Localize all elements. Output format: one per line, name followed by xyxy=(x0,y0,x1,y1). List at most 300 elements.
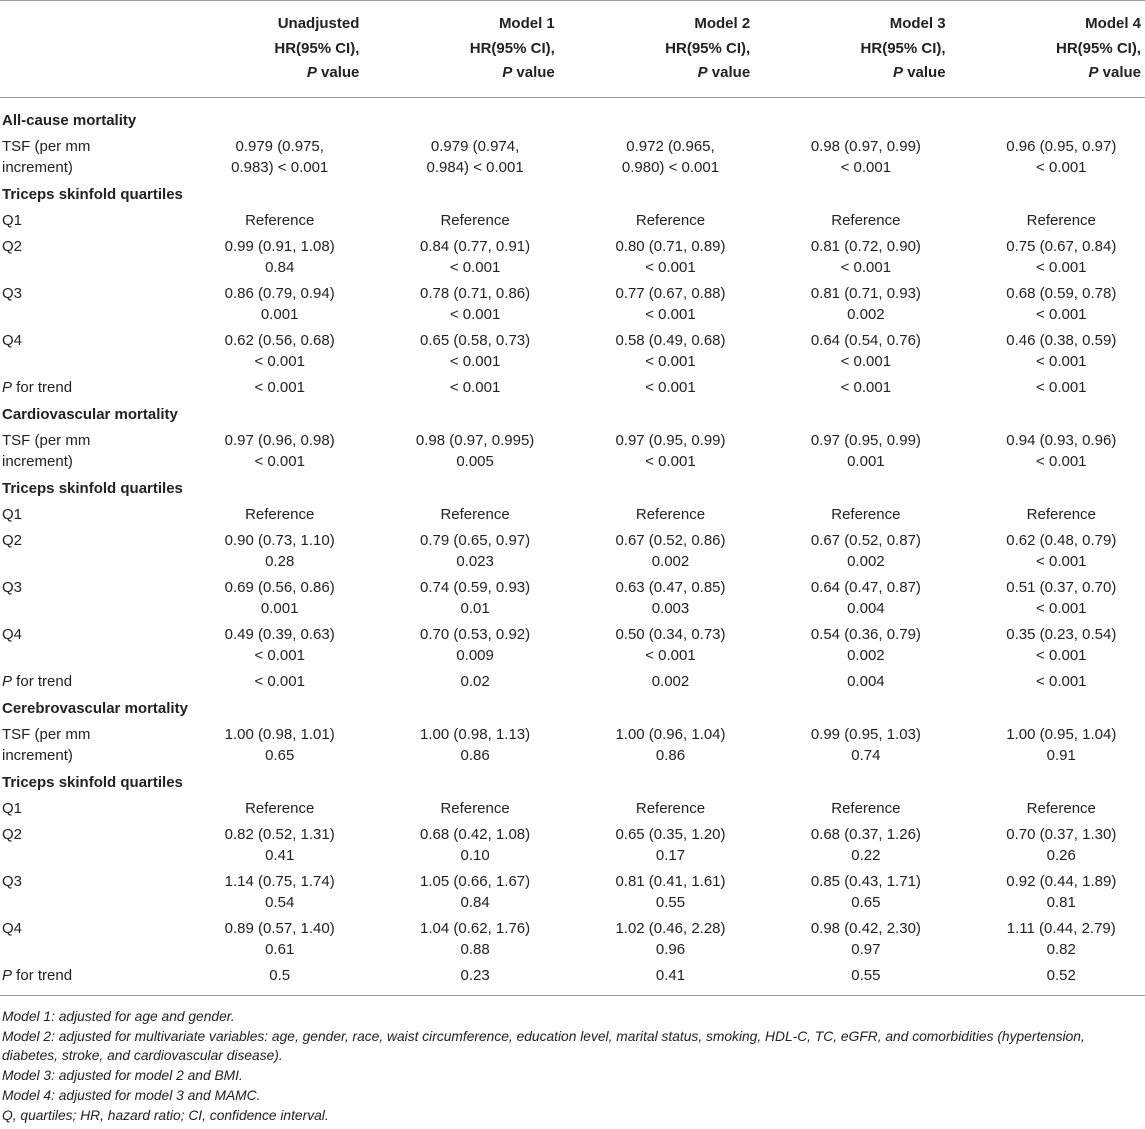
row-label xyxy=(0,328,168,375)
cell-line: < 0.001 xyxy=(645,306,696,323)
cell-line: 0.22 xyxy=(851,847,881,864)
table-row xyxy=(0,622,1145,669)
section-row xyxy=(0,475,1145,502)
table-row xyxy=(0,428,1145,475)
table-cell xyxy=(950,528,1145,575)
cell-line: Reference xyxy=(245,212,315,229)
cell-line: Reference xyxy=(831,506,901,523)
cell-line: 0.35 (0.23, 0.54) xyxy=(1006,626,1117,643)
cell-line: 0.77 (0.67, 0.88) xyxy=(615,285,726,302)
column-metric-label: HR(95% CI), xyxy=(860,39,946,57)
row-label-line: Q2 xyxy=(2,826,23,843)
column-metric-label: HR(95% CI), xyxy=(1055,39,1141,57)
cell-line: 0.97 (0.95, 0.99) xyxy=(810,432,921,449)
table-cell xyxy=(363,528,558,575)
row-label xyxy=(0,528,168,575)
row-label xyxy=(0,281,168,328)
row-label-line: TSF (per mm xyxy=(2,138,91,155)
row-label-line: Q1 xyxy=(2,506,23,523)
column-header xyxy=(950,1,1145,98)
cell-line: < 0.001 xyxy=(840,353,892,370)
section-row xyxy=(0,695,1145,722)
cell-line: 0.005 xyxy=(456,453,494,470)
column-metric-label: HR(95% CI), xyxy=(469,39,555,57)
column-pvalue-rest: value xyxy=(707,64,751,81)
cell-line: 0.78 (0.71, 0.86) xyxy=(420,285,531,302)
table-footnotes xyxy=(0,996,1145,1125)
table-row xyxy=(0,375,1145,401)
table-cell xyxy=(363,916,558,963)
cell-line: 0.74 xyxy=(851,747,881,764)
column-pvalue-italic: P xyxy=(1088,64,1099,81)
cell-line: 0.99 (0.91, 1.08) xyxy=(224,238,335,255)
cell-line: 0.98 (0.42, 2.30) xyxy=(810,920,921,937)
table-cell xyxy=(950,328,1145,375)
cell-line: 0.69 (0.56, 0.86) xyxy=(224,579,335,596)
cell-line: 0.68 (0.37, 1.26) xyxy=(810,826,921,843)
table-row xyxy=(0,502,1145,528)
cell-line: 0.81 (0.41, 1.61) xyxy=(615,873,726,890)
table-cell xyxy=(168,575,363,622)
row-label-rest: for trend xyxy=(12,673,73,690)
cell-line: 0.92 (0.44, 1.89) xyxy=(1006,873,1117,890)
cell-line: Reference xyxy=(635,506,706,523)
section-label: Cerebrovascular mortality xyxy=(2,699,188,717)
table-cell xyxy=(754,869,949,916)
table-cell xyxy=(559,916,754,963)
cell-line: 0.972 (0.965, xyxy=(626,138,715,155)
table-cell xyxy=(754,669,949,695)
table-cell xyxy=(168,822,363,869)
cell-line: < 0.001 xyxy=(1036,453,1087,470)
table-row xyxy=(0,575,1145,622)
table-cell xyxy=(754,375,949,401)
cell-line: 0.23 xyxy=(460,967,490,984)
cell-line: 0.54 (0.36, 0.79) xyxy=(810,626,921,643)
table-cell xyxy=(754,428,949,475)
row-label-italic: P xyxy=(2,967,13,984)
table-row xyxy=(0,134,1145,181)
cell-line: 1.02 (0.46, 2.28) xyxy=(615,920,726,937)
table-cell xyxy=(168,869,363,916)
cell-line: Reference xyxy=(245,506,315,523)
table-body xyxy=(0,97,1145,996)
header-row xyxy=(0,1,1145,98)
row-label xyxy=(0,963,168,996)
table-cell xyxy=(950,208,1145,234)
column-pvalue-rest: value xyxy=(1098,64,1141,81)
table-row xyxy=(0,281,1145,328)
row-label-line: Q2 xyxy=(2,238,23,255)
cell-line: < 0.001 xyxy=(449,353,501,370)
cell-line: 0.980) < 0.001 xyxy=(621,159,720,176)
cell-line: 0.85 (0.43, 1.71) xyxy=(810,873,921,890)
cell-line: 0.55 xyxy=(851,967,881,984)
cell-line: 0.65 xyxy=(265,747,295,764)
cell-line: 0.62 (0.56, 0.68) xyxy=(224,332,335,349)
cell-line: < 0.001 xyxy=(1036,306,1087,323)
cell-line: 0.80 (0.71, 0.89) xyxy=(615,238,726,255)
cell-line: 1.11 (0.44, 2.79) xyxy=(1006,920,1116,937)
cell-line: < 0.001 xyxy=(449,259,501,276)
cell-line: 0.97 xyxy=(851,941,881,958)
column-model-label: Model 2 xyxy=(694,15,751,32)
section-row xyxy=(0,97,1145,134)
table-cell xyxy=(363,234,558,281)
cell-line: Reference xyxy=(635,212,706,229)
cell-line: 0.63 (0.47, 0.85) xyxy=(615,579,726,596)
table-cell xyxy=(950,963,1145,996)
column-pvalue-label xyxy=(559,61,750,86)
cell-line: < 0.001 xyxy=(840,379,892,396)
column-header xyxy=(754,1,949,98)
table-cell xyxy=(754,963,949,996)
column-model-label: Model 1 xyxy=(498,15,555,32)
cell-line: 0.98 (0.97, 0.99) xyxy=(810,138,921,155)
column-pvalue-italic: P xyxy=(502,64,513,81)
row-label-line: increment) xyxy=(2,159,73,176)
cell-line: < 0.001 xyxy=(254,647,305,664)
cell-line: 0.52 xyxy=(1046,967,1076,984)
table-cell xyxy=(559,869,754,916)
row-label-italic: P xyxy=(2,673,13,690)
cell-line: 0.81 xyxy=(1046,894,1076,911)
cell-line: 1.00 (0.98, 1.01) xyxy=(224,726,335,743)
cell-line: 1.00 (0.98, 1.13) xyxy=(420,726,531,743)
section-label: All-cause mortality xyxy=(2,111,137,129)
cell-line: 0.81 (0.72, 0.90) xyxy=(810,238,921,255)
table-cell xyxy=(363,134,558,181)
cell-line: 0.68 (0.59, 0.78) xyxy=(1006,285,1117,302)
row-label xyxy=(0,375,168,401)
cell-line: < 0.001 xyxy=(645,353,696,370)
cell-line: < 0.001 xyxy=(254,453,305,470)
table-cell xyxy=(754,134,949,181)
cell-line: 0.91 xyxy=(1046,747,1076,764)
table-row xyxy=(0,208,1145,234)
cell-line: < 0.001 xyxy=(449,306,501,323)
row-label xyxy=(0,722,168,769)
cell-line: 0.96 (0.95, 0.97) xyxy=(1006,138,1117,155)
table-cell xyxy=(950,502,1145,528)
cell-line: < 0.001 xyxy=(449,379,501,396)
table-cell xyxy=(950,428,1145,475)
cell-line: 1.00 (0.95, 1.04) xyxy=(1006,726,1117,743)
cell-line: 0.96 xyxy=(655,941,686,958)
cell-line: 0.94 (0.93, 0.96) xyxy=(1006,432,1117,449)
cell-line: 0.79 (0.65, 0.97) xyxy=(420,532,531,549)
row-label-line: increment) xyxy=(2,453,73,470)
table-cell xyxy=(559,328,754,375)
table-cell xyxy=(168,963,363,996)
cell-line: 0.89 (0.57, 1.40) xyxy=(224,920,335,937)
table-cell xyxy=(559,234,754,281)
table-cell xyxy=(168,234,363,281)
cell-line: Reference xyxy=(1026,212,1096,229)
table-cell xyxy=(363,796,558,822)
cell-line: < 0.001 xyxy=(254,673,305,690)
cell-line: 0.84 xyxy=(460,894,490,911)
cell-line: 0.10 xyxy=(460,847,490,864)
table-cell xyxy=(559,281,754,328)
cell-line: 0.64 (0.47, 0.87) xyxy=(810,579,921,596)
row-label-line: Q4 xyxy=(2,920,23,937)
column-pvalue-italic: P xyxy=(893,64,904,81)
cell-line: 0.58 (0.49, 0.68) xyxy=(615,332,726,349)
table-cell xyxy=(363,869,558,916)
cell-line: 0.004 xyxy=(847,600,885,617)
table-cell xyxy=(559,796,754,822)
table-cell xyxy=(168,916,363,963)
table-row xyxy=(0,916,1145,963)
cell-line: 1.04 (0.62, 1.76) xyxy=(420,920,531,937)
table-cell xyxy=(559,528,754,575)
table-cell xyxy=(754,796,949,822)
cell-line: 0.82 xyxy=(1046,941,1076,958)
row-label xyxy=(0,234,168,281)
footnote: Model 1: adjusted for age and gender. xyxy=(2,1009,235,1024)
column-pvalue-rest: value xyxy=(903,64,946,81)
cell-line: 0.67 (0.52, 0.86) xyxy=(615,532,726,549)
table-cell xyxy=(168,528,363,575)
section-label: Cardiovascular mortality xyxy=(2,405,178,423)
table-cell xyxy=(559,622,754,669)
table-row xyxy=(0,722,1145,769)
row-label-line: Q4 xyxy=(2,626,23,643)
cell-line: < 0.001 xyxy=(1036,379,1087,396)
cell-line: 0.001 xyxy=(260,306,299,323)
cell-line: 0.983) < 0.001 xyxy=(231,159,329,176)
cell-line: 0.41 xyxy=(265,847,295,864)
table-cell xyxy=(363,375,558,401)
table-cell xyxy=(168,428,363,475)
table-cell xyxy=(950,134,1145,181)
cell-line: 0.003 xyxy=(651,600,690,617)
row-label-line: Q2 xyxy=(2,532,23,549)
table-cell xyxy=(168,669,363,695)
table-row xyxy=(0,869,1145,916)
table-cell xyxy=(950,722,1145,769)
cell-line: 0.979 (0.975, xyxy=(235,138,324,155)
table-cell xyxy=(754,622,949,669)
table-cell xyxy=(168,722,363,769)
row-label xyxy=(0,869,168,916)
footnote: Q, quartiles; HR, hazard ratio; CI, confidence interval. xyxy=(2,1107,329,1123)
table-cell xyxy=(950,822,1145,869)
cell-line: 0.82 (0.52, 1.31) xyxy=(224,826,335,843)
footnote: Model 3: adjusted for model 2 and BMI. xyxy=(2,1068,243,1084)
table-cell xyxy=(950,375,1145,401)
row-label xyxy=(0,575,168,622)
cell-line: 0.001 xyxy=(260,600,299,617)
table-cell xyxy=(950,869,1145,916)
column-header xyxy=(168,1,363,98)
table-cell xyxy=(363,575,558,622)
cell-line: 0.004 xyxy=(847,673,885,690)
cell-line: 0.97 (0.96, 0.98) xyxy=(224,432,335,449)
table-cell xyxy=(754,208,949,234)
cell-line: Reference xyxy=(831,212,901,229)
table-cell xyxy=(754,281,949,328)
table-cell xyxy=(363,669,558,695)
row-label xyxy=(0,796,168,822)
column-pvalue-italic: P xyxy=(306,64,317,81)
cell-line: 0.70 (0.53, 0.92) xyxy=(420,626,531,643)
cell-line: 0.86 xyxy=(460,747,490,764)
column-pvalue-label xyxy=(754,61,945,86)
table-header xyxy=(0,1,1145,98)
table-cell xyxy=(950,669,1145,695)
row-label-line: TSF (per mm xyxy=(2,432,91,449)
cell-line: 0.50 (0.34, 0.73) xyxy=(615,626,726,643)
column-pvalue-label xyxy=(363,61,554,86)
cell-line: 0.984) < 0.001 xyxy=(426,159,524,176)
row-label-line: TSF (per mm xyxy=(2,726,91,743)
cell-line: 0.5 xyxy=(269,967,291,984)
cell-line: 0.26 xyxy=(1046,847,1076,864)
table-cell xyxy=(754,528,949,575)
cell-line: Reference xyxy=(1026,800,1096,817)
cell-line: 0.65 (0.58, 0.73) xyxy=(420,332,531,349)
section-row xyxy=(0,181,1145,208)
column-model-label: Unadjusted xyxy=(277,15,360,32)
row-label-line: Q3 xyxy=(2,873,23,890)
table-cell xyxy=(168,502,363,528)
cell-line: < 0.001 xyxy=(840,159,892,176)
cell-line: 0.86 xyxy=(655,747,686,764)
table-cell xyxy=(168,328,363,375)
row-label xyxy=(0,822,168,869)
cell-line: 0.88 xyxy=(460,941,490,958)
table-cell xyxy=(950,796,1145,822)
column-pvalue-rest: value xyxy=(512,64,555,81)
cell-line: < 0.001 xyxy=(1036,647,1087,664)
column-pvalue-italic: P xyxy=(697,64,708,81)
cell-line: 0.28 xyxy=(265,553,295,570)
table-cell xyxy=(754,328,949,375)
cell-line: 0.002 xyxy=(847,306,885,323)
row-label-line: Q1 xyxy=(2,212,23,229)
cell-line: < 0.001 xyxy=(1036,159,1087,176)
cell-line: 0.75 (0.67, 0.84) xyxy=(1006,238,1117,255)
cell-line: 0.81 (0.71, 0.93) xyxy=(810,285,921,302)
section-label: Triceps skinfold quartiles xyxy=(2,479,183,497)
table-row xyxy=(0,234,1145,281)
cell-line: Reference xyxy=(831,800,901,817)
cell-line: < 0.001 xyxy=(840,259,892,276)
table-cell xyxy=(168,622,363,669)
cell-line: 0.90 (0.73, 1.10) xyxy=(224,532,335,549)
row-label xyxy=(0,428,168,475)
cell-line: 0.74 (0.59, 0.93) xyxy=(420,579,531,596)
cell-line: 0.86 (0.79, 0.94) xyxy=(224,285,335,302)
cell-line: < 0.001 xyxy=(1036,600,1087,617)
table-cell xyxy=(363,208,558,234)
column-model-label: Model 3 xyxy=(889,15,946,32)
table-cell xyxy=(754,234,949,281)
cell-line: 0.009 xyxy=(456,647,494,664)
row-label xyxy=(0,208,168,234)
column-pvalue-label xyxy=(168,61,359,86)
cell-line: 0.61 xyxy=(265,941,295,958)
table-cell xyxy=(950,916,1145,963)
table-cell xyxy=(363,722,558,769)
cell-line: Reference xyxy=(245,800,315,817)
table-row xyxy=(0,963,1145,996)
cell-line: Reference xyxy=(440,800,510,817)
table-cell xyxy=(363,428,558,475)
cell-line: 1.00 (0.96, 1.04) xyxy=(615,726,726,743)
section-label: Triceps skinfold quartiles xyxy=(2,773,183,791)
cell-line: 0.002 xyxy=(651,673,690,690)
table-cell xyxy=(559,722,754,769)
cell-line: 0.979 (0.974, xyxy=(430,138,520,155)
cell-line: Reference xyxy=(440,212,510,229)
table-cell xyxy=(950,234,1145,281)
table-cell xyxy=(559,134,754,181)
table-cell xyxy=(559,669,754,695)
cell-line: 0.02 xyxy=(460,673,490,690)
table-cell xyxy=(950,622,1145,669)
table-cell xyxy=(363,622,558,669)
row-label xyxy=(0,916,168,963)
section-label: Triceps skinfold quartiles xyxy=(2,185,183,203)
table-cell xyxy=(754,575,949,622)
section-row xyxy=(0,401,1145,428)
section-row xyxy=(0,769,1145,796)
cell-line: < 0.001 xyxy=(645,453,696,470)
cell-line: 0.002 xyxy=(847,553,885,570)
table-cell xyxy=(363,822,558,869)
row-label-line: increment) xyxy=(2,747,73,764)
cell-line: 0.49 (0.39, 0.63) xyxy=(224,626,335,643)
column-metric-label: HR(95% CI), xyxy=(665,39,751,57)
cell-line: 0.55 xyxy=(655,894,686,911)
table-cell xyxy=(559,963,754,996)
cell-line: < 0.001 xyxy=(254,379,305,396)
row-label xyxy=(0,669,168,695)
table-cell xyxy=(168,208,363,234)
row-label xyxy=(0,502,168,528)
column-header xyxy=(363,1,558,98)
cell-line: Reference xyxy=(635,800,706,817)
cell-line: 1.14 (0.75, 1.74) xyxy=(224,873,335,890)
table-cell xyxy=(754,916,949,963)
table-cell xyxy=(559,502,754,528)
table-cell xyxy=(559,208,754,234)
cell-line: 1.05 (0.66, 1.67) xyxy=(420,873,531,890)
row-label-line: Q3 xyxy=(2,285,23,302)
cell-line: < 0.001 xyxy=(645,647,696,664)
table-row xyxy=(0,822,1145,869)
column-pvalue-label xyxy=(950,61,1141,86)
cell-line: < 0.001 xyxy=(645,379,696,396)
row-label-line: Q4 xyxy=(2,332,23,349)
cell-line: 0.54 xyxy=(265,894,295,911)
table-cell xyxy=(754,502,949,528)
table-cell xyxy=(363,502,558,528)
row-label xyxy=(0,134,168,181)
row-label xyxy=(0,622,168,669)
column-metric-label: HR(95% CI), xyxy=(274,39,360,57)
cell-line: 0.62 (0.48, 0.79) xyxy=(1006,532,1117,549)
row-label-rest: for trend xyxy=(12,967,73,984)
row-label-italic: P xyxy=(2,379,13,396)
cell-line: Reference xyxy=(1026,506,1096,523)
table-row xyxy=(0,669,1145,695)
table-row xyxy=(0,528,1145,575)
cell-line: 0.41 xyxy=(655,967,686,984)
